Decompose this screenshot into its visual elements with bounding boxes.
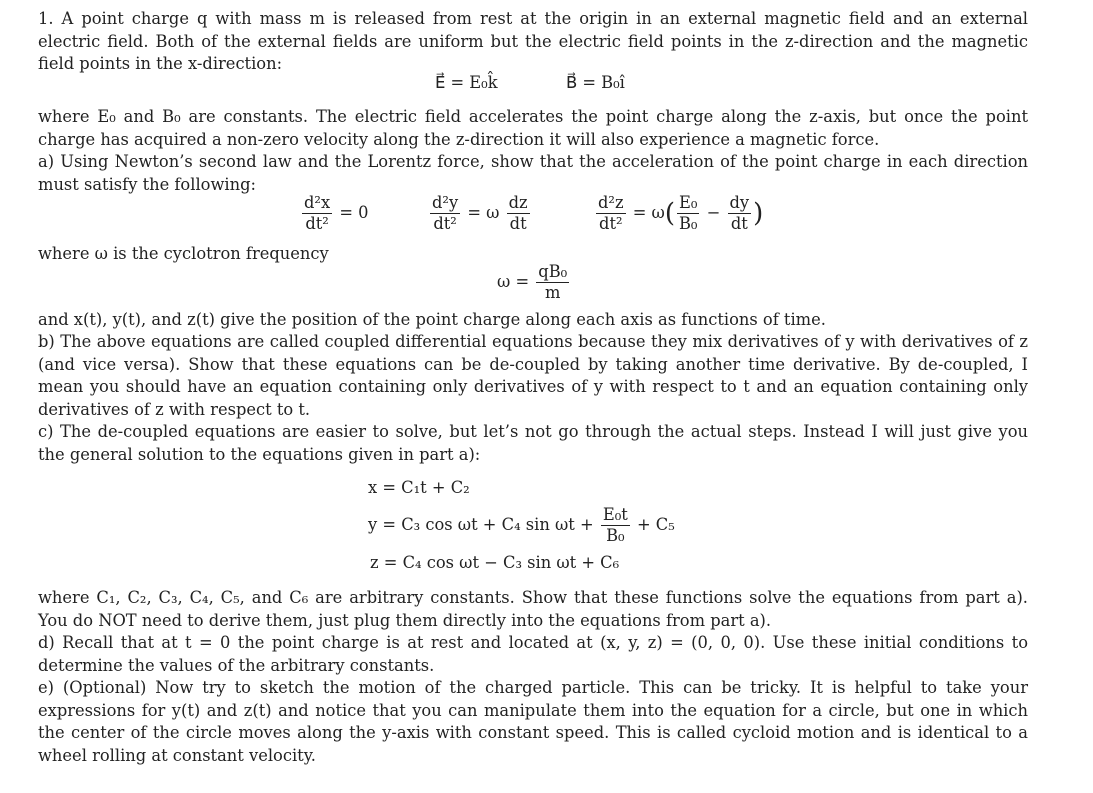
eq-y-num2: dz	[508, 193, 528, 212]
omega-den: m	[545, 283, 561, 302]
constants-paragraph: where E₀ and B₀ are constants. The electric field accelerates the point charge along the z-axis, but once the point charge has acquired a non-zero velocity along the z-direction it will also experience a magnetic force.	[38, 107, 1028, 149]
equation-z-acceleration	[594, 193, 763, 234]
eq-x-rhs: = 0	[339, 203, 369, 222]
solution-y	[368, 505, 675, 546]
eq-y-num: d²y	[432, 193, 459, 212]
eq-z-den3: dt	[730, 214, 748, 233]
eq-x-den: dt²	[305, 214, 329, 233]
eq-z-num: d²z	[598, 193, 624, 212]
magnetic-field-equation: B⃗ = B₀î	[566, 73, 625, 92]
arbitrary-constants-text: where C₁, C₂, C₃, C₄, C₅, and C₆ are arbitrary constants. Show that these functions solve the equations from part a). You do NOT need to derive them, just plug them directly into the equations from part a).	[38, 588, 1028, 630]
eq-z-minus: −	[706, 203, 721, 222]
part-e-text: e) (Optional) Now try to sketch the motion of the charged particle. This can be tricky. It is helpful to take your expressions for y(t) and z(t) and notice that you can manipulate them into the equation for a circle, but one in which the center of the circle moves along the y-axis with constant speed. This is called cycloid motion and is identical to a wheel rolling at constant velocity.	[38, 678, 1028, 765]
eq-z-den: dt²	[599, 214, 623, 233]
eq-z-num3: dy	[729, 193, 750, 212]
part-c-text: c) The de-coupled equations are easier to solve, but let’s not go through the actual steps. Instead I will just give you the general solution to the equations given in part a):	[38, 422, 1028, 464]
equation-y-acceleration	[428, 193, 532, 234]
equation-x-acceleration	[300, 193, 369, 234]
solution-x: x = C₁t + C₂	[368, 478, 470, 497]
sol-y-pre: y = C₃ cos ωt + C₄ sin ωt +	[368, 515, 594, 534]
cyclotron-frequency-equation	[497, 262, 571, 303]
position-text: and x(t), y(t), and z(t) give the position of the point charge along each axis as functions of time.	[38, 310, 826, 329]
eq-z-close-paren: )	[753, 198, 764, 229]
cyclotron-text: where ω is the cyclotron frequency	[38, 244, 329, 263]
eq-y-den: dt²	[433, 214, 457, 233]
sol-y-post: + C₅	[636, 515, 675, 534]
electric-field-equation: E⃗ = E₀k̂	[435, 73, 498, 92]
part-a-text: a) Using Newton’s second law and the Lorentz force, show that the acceleration of the point charge in each direction must satisfy the following:	[38, 152, 1028, 194]
eq-y-mid: = ω	[467, 203, 500, 222]
eq-z-mid: = ω	[632, 203, 665, 222]
part-d-text: d) Recall that at t = 0 the point charge is at rest and located at (x, y, z) = (0, 0, 0). Use these initial conditions to determine the values of the arbitrary constants.	[38, 633, 1028, 675]
eq-y-den2: dt	[509, 214, 527, 233]
sol-y-den: B₀	[606, 526, 625, 545]
solution-z: z = C₄ cos ωt − C₃ sin ωt + C₆	[370, 553, 620, 572]
part-b-text: b) The above equations are called coupled differential equations because they mix derivatives of y with derivatives of z (and vice versa). Show that these equations can be de-coupled by taking another time derivative. By de-coupled, I mean you should have an equation containing only derivatives of y with respect to t and an equation containing only derivatives of z with respect to t.	[38, 332, 1028, 419]
eq-z-open-paren: (	[664, 198, 675, 229]
eq-z-num2: E₀	[679, 193, 698, 212]
sol-y-num: E₀t	[602, 505, 628, 524]
omega-lhs: ω =	[497, 272, 530, 291]
eq-z-den2: B₀	[678, 214, 698, 233]
problem-intro: 1. A point charge q with mass m is released from rest at the origin in an external magnetic field and an external electric field. Both of the external fields are uniform but the electric field points in the z-direction and the magnetic field points in the x-direction:	[38, 9, 1028, 73]
omega-num: qB₀	[538, 262, 568, 281]
eq-x-num: d²x	[304, 193, 331, 212]
